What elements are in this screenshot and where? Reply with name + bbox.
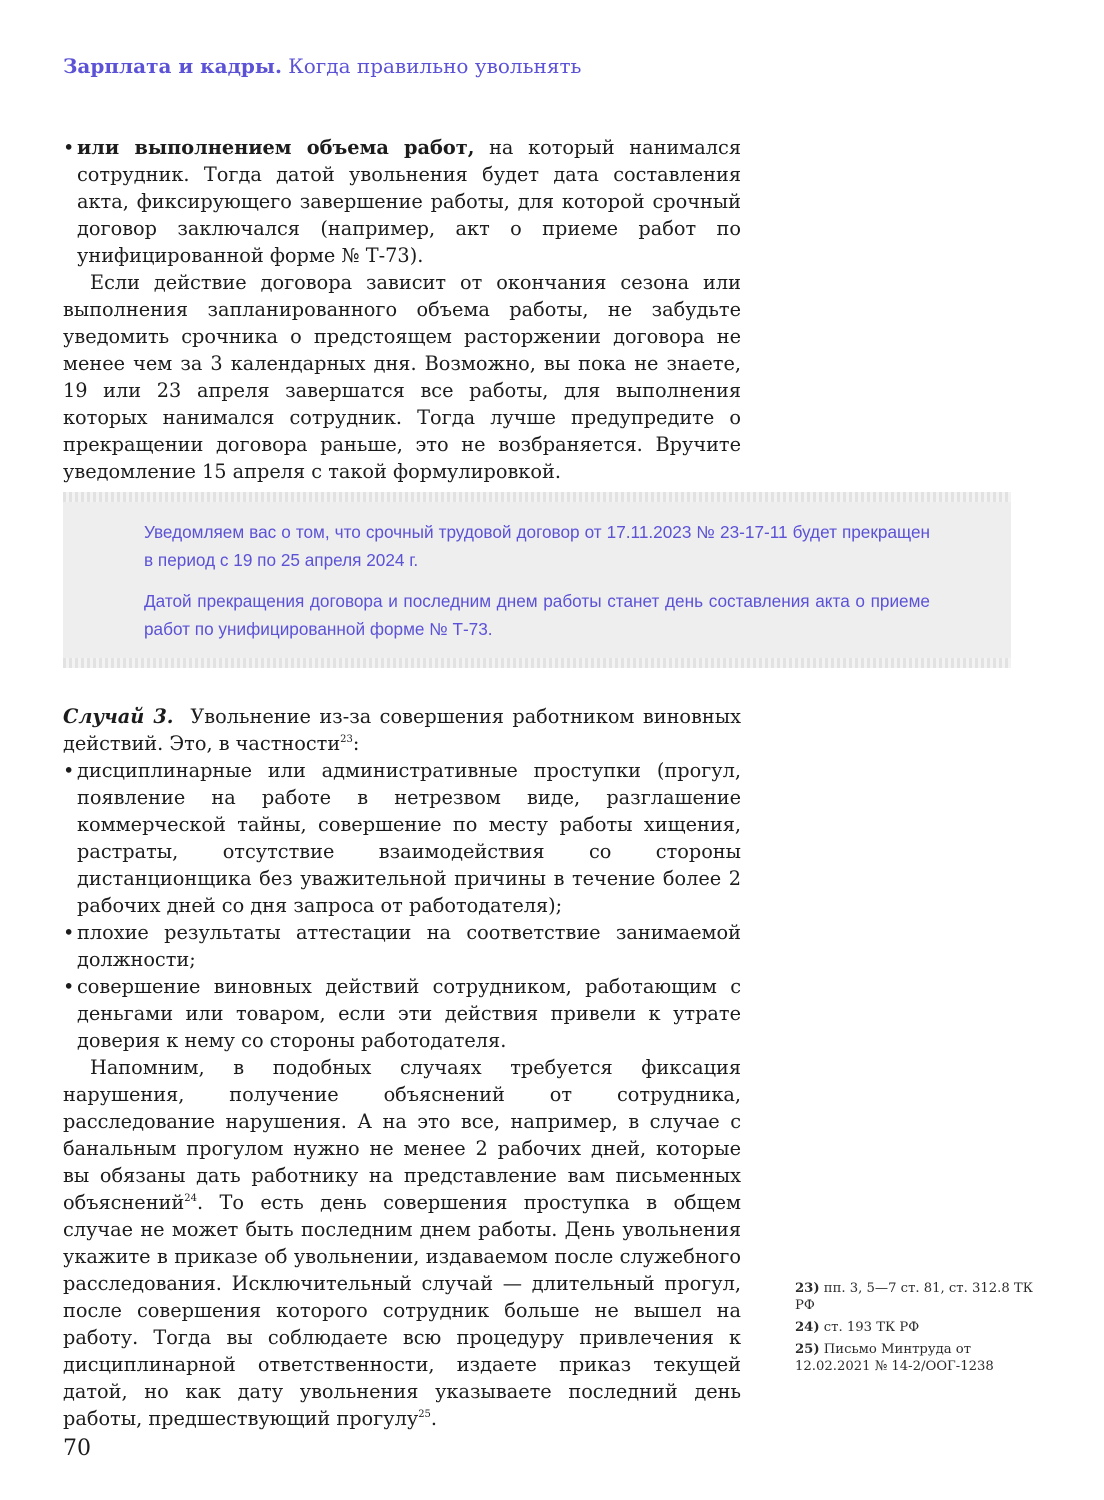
paragraph-end: . bbox=[430, 1407, 438, 1430]
footnote-number: 24) bbox=[795, 1320, 820, 1335]
footnote-text: Письмо Минтруда от 12.02.2021 № 14-2/ООГ-1238 bbox=[795, 1342, 994, 1374]
page-number: 70 bbox=[63, 1436, 91, 1461]
top-text-block bbox=[63, 134, 741, 485]
bullet-text: совершение виновных действий сотрудником, работающим с деньгами или товаром, если эти действия привели к утрате доверия к нему со стороны работодателя. bbox=[77, 975, 741, 1052]
footnote-25 bbox=[795, 1341, 1035, 1375]
intro-colon: : bbox=[352, 732, 360, 755]
bullet-bold-lead: или выполнением объема работ, bbox=[77, 136, 475, 159]
bullet-marker: • bbox=[63, 921, 75, 944]
footnotes bbox=[795, 1280, 1035, 1380]
footnote-text: ст. 193 ТК РФ bbox=[819, 1320, 920, 1335]
notice-paragraph-2: Датой прекращения договора и последним днем работы станет день составления акта о приеме работ по унифицированной форме № Т-73. bbox=[144, 591, 930, 639]
bullet-text: на который нанимался сотрудник. Тогда датой увольнения будет дата составления акта, фиксирующего завершение работы, для которой срочный договор заключался (например, акт о приеме работ по унифицированной форме № Т-73). bbox=[77, 136, 741, 267]
footnote-23 bbox=[795, 1280, 1035, 1314]
notice-text bbox=[144, 518, 930, 656]
list-item bbox=[63, 919, 741, 973]
running-head bbox=[63, 54, 581, 78]
paragraph-part-a: Напомним, в подобных случаях требуется фиксация нарушения, получение объяснений от сотрудника, расследование нарушения. А на это все, например, в случае с банальным прогулом нужно не менее 2 рабочих дней, которые вы обязаны дать работнику на представление вам письменных объяснений bbox=[63, 1056, 741, 1214]
notice-example-box bbox=[63, 492, 1011, 668]
footnote-ref-24: 24 bbox=[184, 1193, 197, 1204]
footnote-24 bbox=[795, 1319, 1035, 1336]
list-item bbox=[63, 134, 741, 269]
bullet-text: дисциплинарные или административные проступки (прогул, появление на работе в нетрезвом виде, разглашение коммерческой тайны, совершение по месту работы хищения, растраты, отсутствие взаимодействия со стороны дистанционщика без уважительной причины в течение более 2 рабочих дней со дня запроса от работодателя); bbox=[77, 759, 741, 917]
bullet-marker: • bbox=[63, 136, 75, 159]
footnote-number: 25) bbox=[795, 1342, 820, 1357]
paragraph: Если действие договора зависит от окончания сезона или выполнения запланированного объема работы, не забудьте уведомить срочника о предстоящем расторжении договора не менее чем за 3 календарных дня. Возможно, вы пока не знаете, 19 или 23 апреля завершатся все работы, для выполнения которых нанимался сотрудник. Тогда лучше предупредите о прекращении договора раньше, это не возбраняется. Вручите уведомление 15 апреля с такой формулировкой. bbox=[63, 271, 741, 483]
footnote-ref-23: 23 bbox=[340, 734, 353, 745]
case-3-block bbox=[63, 703, 741, 1432]
footnote-ref-25: 25 bbox=[418, 1409, 431, 1420]
case-label: Случай 3. bbox=[63, 705, 174, 728]
list-item bbox=[63, 757, 741, 919]
chapter-title: Когда правильно увольнять bbox=[288, 54, 582, 78]
paragraph-part-b: . То есть день совершения проступка в общем случае не может быть последним днем работы. День увольнения укажите в приказе об увольнении, издаваемом после служебного расследования. Исключительный случай — длительный прогул, после совершения которого сотрудник больше не вышел на работу. Тогда вы соблюдаете всю процедуру привлечения к дисциплинарной ответственности, издаете приказ текущей датой, но как дату увольнения указываете последний день работы, предшествующий прогулу bbox=[63, 1191, 741, 1430]
case-intro-text: Увольнение из-за совершения работником виновных действий. Это, в частности bbox=[63, 705, 741, 755]
list-item bbox=[63, 973, 741, 1054]
section-name: Зарплата и кадры. bbox=[63, 54, 282, 78]
notice-paragraph-1: Уведомляем вас о том, что срочный трудовой договор от 17.11.2023 № 23-17-11 будет прекращен в период с 19 по 25 апреля 2024 г. bbox=[144, 522, 930, 570]
case-3-intro bbox=[63, 703, 741, 757]
footnote-text: пп. 3, 5—7 ст. 81, ст. 312.8 ТК РФ bbox=[795, 1281, 1033, 1313]
footnote-number: 23) bbox=[795, 1281, 820, 1296]
bullet-marker: • bbox=[63, 759, 75, 782]
paragraph bbox=[63, 1054, 741, 1432]
bullet-text: плохие результаты аттестации на соответствие занимаемой должности; bbox=[77, 921, 741, 971]
bullet-marker: • bbox=[63, 975, 75, 998]
